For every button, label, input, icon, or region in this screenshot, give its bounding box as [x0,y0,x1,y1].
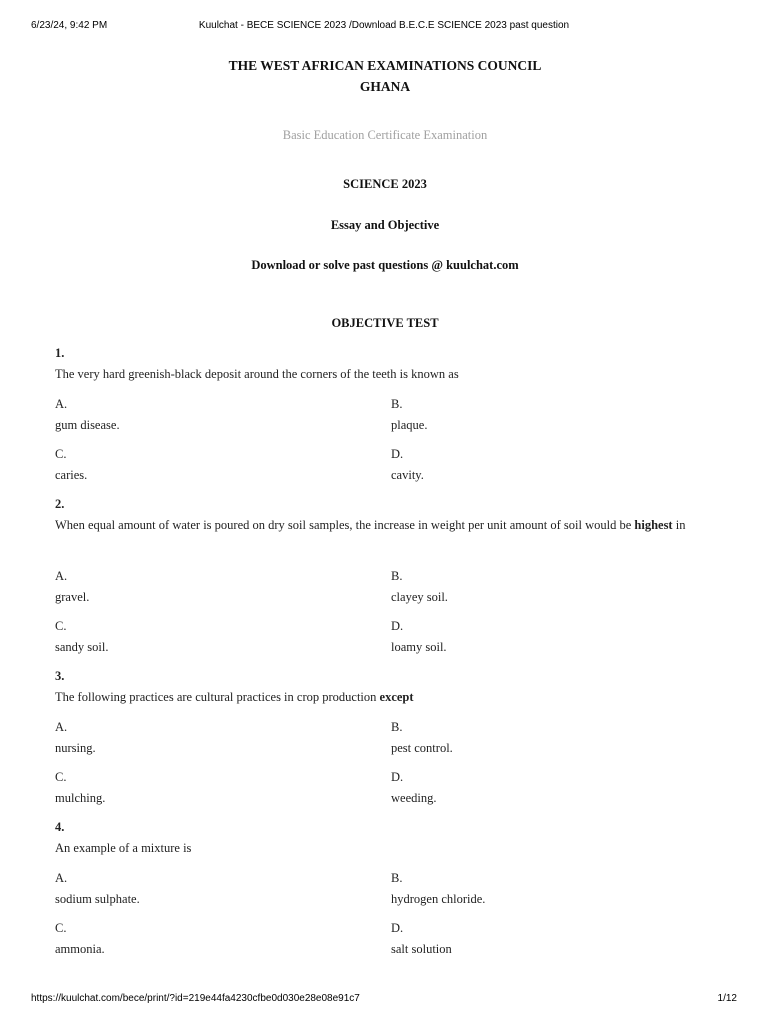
option-letter: B. [391,871,403,885]
option-text: gum disease. [55,418,120,432]
option-text: caries. [55,468,88,482]
option-a [55,569,89,604]
option-a [55,397,120,432]
option-text: pest control. [391,741,453,755]
council-heading: THE WEST AFRICAN EXAMINATIONS COUNCIL [228,58,542,73]
option-letter: A. [55,720,68,734]
page-indicator: 1/12 [717,993,737,1004]
print-datetime: 6/23/24, 9:42 PM [31,20,108,31]
option-letter: B. [391,720,403,734]
option-c [55,619,108,654]
option-text: ammonia. [55,942,105,956]
question-number: 4. [55,820,65,834]
country-heading: GHANA [359,79,411,94]
option-letter: C. [55,619,67,633]
option-d [391,921,452,956]
subject-title: SCIENCE 2023 [343,177,427,191]
option-text: sandy soil. [55,640,109,654]
question-text-part: in [672,518,686,532]
option-letter: D. [391,619,404,633]
option-text: mulching. [55,791,106,805]
option-d [391,619,447,654]
option-text: loamy soil. [391,640,447,654]
question-text: The very hard greenish-black deposit around the corners of the teeth is known as [55,367,459,381]
option-text: hydrogen chloride. [391,892,486,906]
option-letter: D. [391,921,404,935]
question-text: An example of a mixture is [55,841,192,855]
option-a [55,871,140,906]
option-b [391,569,448,604]
option-letter: C. [55,447,67,461]
option-text: cavity. [391,468,424,482]
download-note: Download or solve past questions @ kuulchat.com [251,258,519,272]
question-number: 1. [55,346,65,360]
option-c [55,770,105,805]
option-d [391,770,436,805]
option-letter: D. [391,447,404,461]
option-b [391,871,485,906]
option-text: sodium sulphate. [55,892,140,906]
option-letter: B. [391,397,403,411]
option-c [55,447,87,482]
question-text-part: The following practices are cultural practices in crop production [55,690,380,704]
question-text-part: When equal amount of water is poured on dry soil samples, the increase in weight per unit amount of soil would be [55,518,635,532]
question-number: 3. [55,669,65,683]
option-d [391,447,424,482]
section-heading: OBJECTIVE TEST [331,316,439,330]
option-b [391,720,453,755]
option-c [55,921,105,956]
print-footer [0,993,768,1007]
paper-type: Essay and Objective [330,218,440,232]
option-a [55,720,96,755]
question-emphasis: except [379,690,414,704]
print-header [0,20,768,34]
print-page-title: Kuulchat - BECE SCIENCE 2023 /Download B.E.C.E SCIENCE 2023 past question [198,20,570,31]
option-text: clayey soil. [391,590,448,604]
option-letter: B. [391,569,403,583]
question-text [55,515,710,536]
question-text [55,687,710,708]
exam-name: Basic Education Certificate Examination [282,128,488,142]
option-letter: C. [55,770,67,784]
option-text: weeding. [391,791,437,805]
print-url: https://kuulchat.com/bece/print/?id=219e44fa4230cfbe0d030e28e08e91c7 [31,993,360,1004]
question-emphasis: highest [634,518,673,532]
option-text: nursing. [55,741,96,755]
option-text: plaque. [391,418,428,432]
option-letter: C. [55,921,67,935]
option-letter: A. [55,569,68,583]
question-number: 2. [55,497,65,511]
option-letter: D. [391,770,404,784]
option-letter: A. [55,397,68,411]
option-letter: A. [55,871,68,885]
option-text: salt solution [391,942,452,956]
option-b [391,397,427,432]
option-text: gravel. [55,590,90,604]
